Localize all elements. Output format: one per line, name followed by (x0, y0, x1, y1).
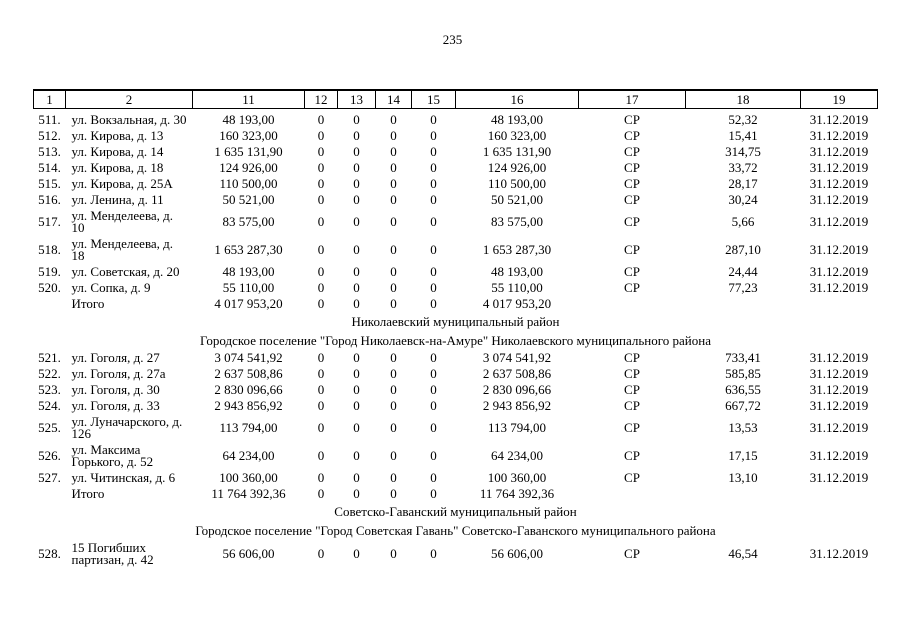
cell-date (801, 486, 878, 502)
cell-value-12: 0 (317, 382, 325, 397)
cell-value-13: 0 (353, 264, 360, 279)
cell-date: 31.12.2019 (809, 144, 869, 159)
cell-method-code: СР (624, 128, 640, 143)
cell-method-code (579, 486, 686, 502)
cell-method-code: СР (624, 470, 640, 485)
cell-value-14: 0 (390, 280, 397, 295)
table-row (34, 540, 878, 568)
cell-value-13: 0 (353, 448, 360, 463)
cell-unit-value: 13,53 (728, 420, 758, 435)
settlement-title: Городское поселение "Город Советская Гавань" Советско-Гаванского муниципального района (195, 523, 716, 538)
settlement-title-row (34, 331, 878, 350)
cell-cost-11: 64 234,00 (222, 448, 275, 463)
column-header-16: 16 (456, 90, 579, 109)
cell-row-number: 516. (38, 192, 61, 207)
cell-value-15: 0 (430, 144, 437, 159)
cell-row-number: 511. (38, 112, 61, 127)
cell-date: 31.12.2019 (809, 470, 869, 485)
cell-address: ул. Гоголя, д. 27а (71, 366, 166, 381)
cell-address: 15 Погибших партизан, д. 42 (71, 540, 154, 567)
cell-date: 31.12.2019 (809, 242, 869, 257)
column-header-11: 11 (193, 90, 305, 109)
cell-row-number: 518. (38, 242, 61, 257)
table-body (34, 109, 878, 569)
cell-cost-16: 50 521,00 (491, 192, 543, 207)
cell-unit-value: 314,75 (725, 144, 761, 159)
cell-value-13: 0 (353, 176, 360, 191)
cell-method-code: СР (624, 160, 640, 175)
cell-value-13: 0 (353, 160, 360, 175)
cell-row-number: 513. (38, 144, 61, 159)
cell-unit-value: 15,41 (728, 128, 758, 143)
cell-date: 31.12.2019 (809, 382, 869, 397)
cell-cost-11: 83 575,00 (222, 214, 275, 229)
cell-cost-11: 4 017 953,20 (214, 296, 283, 311)
cell-unit-value: 52,32 (728, 112, 758, 127)
cell-address: ул. Советская, д. 20 (71, 264, 180, 279)
payments-table (33, 89, 878, 568)
cell-value-13: 0 (353, 128, 360, 143)
cell-unit-value: 30,24 (728, 192, 758, 207)
cell-value-15: 0 (430, 296, 437, 311)
cell-value-15: 0 (430, 350, 437, 365)
cell-date: 31.12.2019 (809, 448, 869, 463)
cell-address: ул. Кирова, д. 18 (71, 160, 164, 175)
cell-unit-value: 667,72 (725, 398, 761, 413)
cell-value-14: 0 (390, 192, 397, 207)
cell-address: ул. Ленина, д. 11 (71, 192, 164, 207)
cell-value-15: 0 (430, 420, 437, 435)
column-header-14: 14 (376, 90, 412, 109)
cell-date: 31.12.2019 (809, 420, 869, 435)
cell-unit-value: 287,10 (725, 242, 761, 257)
cell-row-number: 512. (38, 128, 61, 143)
cell-cost-11: 113 794,00 (219, 420, 278, 435)
cell-value-12: 0 (317, 486, 325, 501)
cell-value-14: 0 (390, 242, 397, 257)
cell-unit-value: 77,23 (728, 280, 758, 295)
table-row (34, 350, 878, 366)
table-row (34, 160, 878, 176)
cell-value-15: 0 (430, 264, 437, 279)
cell-address: ул. Максима Горького, д. 52 (71, 442, 154, 469)
cell-cost-16: 48 193,00 (491, 112, 543, 127)
table-row (34, 398, 878, 414)
cell-value-14: 0 (390, 128, 397, 143)
cell-date: 31.12.2019 (809, 214, 869, 229)
column-header-13: 13 (338, 90, 376, 109)
cell-unit-value: 733,41 (725, 350, 761, 365)
cell-value-13: 0 (353, 486, 360, 501)
cell-row-number: 527. (38, 470, 61, 485)
cell-value-12: 0 (317, 366, 325, 381)
cell-date: 31.12.2019 (809, 546, 869, 561)
table-row (34, 144, 878, 160)
cell-date: 31.12.2019 (809, 160, 869, 175)
cell-cost-11: 2 943 856,92 (214, 398, 283, 413)
cell-method-code: СР (624, 176, 640, 191)
cell-value-13: 0 (353, 296, 360, 311)
cell-value-13: 0 (353, 242, 360, 257)
cell-method-code: СР (624, 192, 640, 207)
cell-value-13: 0 (353, 398, 360, 413)
cell-cost-11: 1 653 287,30 (214, 242, 283, 257)
cell-row-number (34, 296, 66, 312)
cell-cost-16: 3 074 541,92 (482, 350, 552, 365)
column-header-17: 17 (579, 90, 686, 109)
settlement-title-row (34, 521, 878, 540)
table-row (34, 109, 878, 129)
cell-cost-16: 83 575,00 (491, 214, 543, 229)
cell-cost-16: 2 943 856,92 (482, 398, 552, 413)
cell-date: 31.12.2019 (809, 192, 869, 207)
cell-row-number: 514. (38, 160, 61, 175)
cell-unit-value (686, 296, 801, 312)
cell-value-15: 0 (430, 214, 437, 229)
cell-value-15: 0 (430, 176, 437, 191)
cell-address: Итого (71, 296, 105, 311)
cell-cost-11: 110 500,00 (219, 176, 278, 191)
cell-address: ул. Менделеева, д. 10 (71, 208, 174, 235)
cell-cost-16: 1 653 287,30 (482, 242, 552, 257)
cell-value-12: 0 (317, 176, 325, 191)
cell-cost-11: 55 110,00 (222, 280, 275, 295)
cell-value-13: 0 (353, 382, 360, 397)
cell-value-15: 0 (430, 242, 437, 257)
table-header (34, 90, 878, 109)
cell-row-number: 520. (38, 280, 61, 295)
cell-value-12: 0 (317, 448, 325, 463)
cell-cost-11: 48 193,00 (222, 112, 275, 127)
cell-value-12: 0 (317, 144, 325, 159)
cell-method-code: СР (624, 398, 640, 413)
cell-date: 31.12.2019 (809, 128, 869, 143)
cell-value-14: 0 (390, 398, 397, 413)
cell-unit-value: 5,66 (731, 214, 755, 229)
cell-method-code: СР (624, 366, 640, 381)
cell-unit-value: 585,85 (725, 366, 761, 381)
cell-date: 31.12.2019 (809, 350, 869, 365)
cell-method-code: СР (624, 280, 640, 295)
cell-row-number: 515. (38, 176, 61, 191)
district-title: Николаевский муниципальный район (351, 314, 560, 329)
cell-row-number (34, 486, 66, 502)
cell-value-13: 0 (353, 144, 360, 159)
cell-value-12: 0 (317, 264, 325, 279)
cell-value-12: 0 (317, 192, 325, 207)
cell-address: ул. Гоголя, д. 27 (71, 350, 160, 365)
cell-value-12: 0 (317, 280, 325, 295)
cell-cost-16: 110 500,00 (487, 176, 547, 191)
cell-value-12: 0 (317, 420, 325, 435)
cell-address: ул. Вокзальная, д. 30 (71, 112, 187, 127)
table-row (34, 414, 878, 442)
cell-cost-16: 100 360,00 (487, 470, 547, 485)
cell-method-code (579, 296, 686, 312)
table-row (34, 470, 878, 486)
table-row (34, 264, 878, 280)
cell-address: ул. Кирова, д. 14 (71, 144, 164, 159)
cell-cost-16: 11 764 392,36 (479, 486, 555, 501)
cell-cost-16: 64 234,00 (491, 448, 543, 463)
cell-cost-11: 3 074 541,92 (214, 350, 283, 365)
cell-method-code: СР (624, 448, 640, 463)
cell-date: 31.12.2019 (809, 264, 869, 279)
cell-method-code: СР (624, 144, 640, 159)
cell-unit-value: 46,54 (728, 546, 758, 561)
cell-cost-16: 4 017 953,20 (482, 296, 552, 311)
cell-value-12: 0 (317, 546, 325, 561)
cell-cost-16: 55 110,00 (491, 280, 543, 295)
cell-value-13: 0 (353, 280, 360, 295)
cell-method-code: СР (624, 350, 640, 365)
cell-value-15: 0 (430, 546, 437, 561)
cell-value-12: 0 (317, 350, 325, 365)
cell-cost-11: 160 323,00 (219, 128, 278, 143)
cell-cost-11: 2 830 096,66 (214, 382, 283, 397)
cell-cost-16: 113 794,00 (487, 420, 547, 435)
cell-row-number: 517. (38, 214, 61, 229)
cell-value-13: 0 (353, 366, 360, 381)
cell-value-12: 0 (317, 112, 325, 127)
cell-method-code: СР (624, 546, 640, 561)
cell-value-12: 0 (317, 242, 325, 257)
cell-unit-value: 17,15 (728, 448, 758, 463)
cell-cost-16: 2 637 508,86 (482, 366, 552, 381)
table-row (34, 192, 878, 208)
cell-address: ул. Гоголя, д. 30 (71, 382, 160, 397)
cell-row-number: 525. (38, 420, 61, 435)
cell-cost-16: 2 830 096,66 (482, 382, 552, 397)
cell-value-14: 0 (390, 264, 397, 279)
cell-value-13: 0 (353, 350, 360, 365)
table-row (34, 176, 878, 192)
cell-cost-16: 48 193,00 (491, 264, 543, 279)
cell-value-12: 0 (317, 160, 325, 175)
cell-value-14: 0 (390, 296, 397, 311)
cell-cost-16: 56 606,00 (491, 546, 543, 561)
cell-date: 31.12.2019 (809, 112, 869, 127)
column-header-15: 15 (412, 90, 456, 109)
cell-row-number: 519. (38, 264, 61, 279)
cell-address: Итого (71, 486, 105, 501)
cell-value-12: 0 (317, 214, 325, 229)
column-header-2: 2 (66, 90, 193, 109)
cell-unit-value: 28,17 (728, 176, 758, 191)
cell-method-code: СР (624, 242, 640, 257)
cell-address: ул. Менделеева, д. 18 (71, 236, 174, 263)
cell-value-13: 0 (353, 546, 360, 561)
cell-row-number: 526. (38, 448, 61, 463)
cell-value-14: 0 (390, 176, 397, 191)
table-row (34, 280, 878, 296)
total-row (34, 486, 878, 502)
cell-value-14: 0 (390, 420, 397, 435)
cell-address: ул. Кирова, д. 13 (71, 128, 164, 143)
cell-unit-value: 636,55 (725, 382, 761, 397)
cell-cost-11: 48 193,00 (222, 264, 275, 279)
cell-row-number: 523. (38, 382, 61, 397)
table-row (34, 128, 878, 144)
cell-cost-11: 1 635 131,90 (214, 144, 283, 159)
cell-value-14: 0 (390, 112, 397, 127)
cell-address: ул. Кирова, д. 25А (71, 176, 173, 191)
column-header-1: 1 (34, 90, 66, 109)
cell-method-code: СР (624, 420, 640, 435)
cell-cost-16: 124 926,00 (487, 160, 547, 175)
cell-value-14: 0 (390, 546, 397, 561)
table-row (34, 236, 878, 264)
cell-row-number: 524. (38, 398, 61, 413)
cell-unit-value: 13,10 (728, 470, 758, 485)
cell-cost-16: 160 323,00 (487, 128, 547, 143)
cell-value-15: 0 (430, 280, 437, 295)
column-header-19: 19 (801, 90, 878, 109)
district-title-row (34, 312, 878, 331)
cell-value-15: 0 (430, 112, 437, 127)
cell-value-12: 0 (317, 128, 325, 143)
table-row (34, 366, 878, 382)
cell-cost-11: 2 637 508,86 (214, 366, 283, 381)
cell-value-13: 0 (353, 192, 360, 207)
cell-value-12: 0 (317, 398, 325, 413)
cell-value-14: 0 (390, 214, 397, 229)
table-row (34, 382, 878, 398)
cell-cost-16: 1 635 131,90 (482, 144, 552, 159)
cell-value-15: 0 (430, 366, 437, 381)
cell-address: ул. Луначарского, д. 126 (71, 414, 183, 441)
cell-date: 31.12.2019 (809, 366, 869, 381)
cell-row-number: 521. (38, 350, 61, 365)
settlement-title: Городское поселение "Город Николаевск-на-Амуре" Николаевского муниципального района (200, 333, 711, 348)
cell-method-code: СР (624, 214, 640, 229)
cell-address: ул. Гоголя, д. 33 (71, 398, 160, 413)
cell-cost-11: 124 926,00 (219, 160, 278, 175)
cell-value-12: 0 (317, 470, 325, 485)
cell-cost-11: 50 521,00 (222, 192, 275, 207)
cell-date (801, 296, 878, 312)
cell-row-number: 528. (38, 546, 61, 561)
cell-address: ул. Читинская, д. 6 (71, 470, 176, 485)
cell-date: 31.12.2019 (809, 398, 869, 413)
cell-value-14: 0 (390, 486, 397, 501)
cell-value-14: 0 (390, 350, 397, 365)
cell-value-14: 0 (390, 160, 397, 175)
cell-date: 31.12.2019 (809, 176, 869, 191)
cell-method-code: СР (624, 382, 640, 397)
cell-cost-11: 100 360,00 (219, 470, 278, 485)
cell-cost-11: 11 764 392,36 (211, 486, 286, 501)
cell-value-14: 0 (390, 470, 397, 485)
table-row (34, 208, 878, 236)
cell-value-15: 0 (430, 448, 437, 463)
cell-method-code: СР (624, 264, 640, 279)
cell-value-14: 0 (390, 366, 397, 381)
table-header-row (34, 90, 878, 109)
cell-value-15: 0 (430, 486, 437, 501)
cell-value-15: 0 (430, 470, 437, 485)
cell-value-13: 0 (353, 420, 360, 435)
cell-row-number: 522. (38, 366, 61, 381)
cell-unit-value: 33,72 (728, 160, 758, 175)
cell-value-15: 0 (430, 128, 437, 143)
cell-value-13: 0 (353, 214, 360, 229)
cell-value-15: 0 (430, 398, 437, 413)
cell-unit-value: 24,44 (728, 264, 758, 279)
cell-value-15: 0 (430, 192, 437, 207)
column-header-12: 12 (305, 90, 338, 109)
cell-method-code: СР (624, 112, 640, 127)
cell-date: 31.12.2019 (809, 280, 869, 295)
total-row (34, 296, 878, 312)
column-header-18: 18 (686, 90, 801, 109)
cell-value-15: 0 (430, 382, 437, 397)
cell-value-14: 0 (390, 382, 397, 397)
cell-value-15: 0 (430, 160, 437, 175)
district-title: Советско-Гаванский муниципальный район (334, 504, 577, 519)
cell-value-13: 0 (353, 470, 360, 485)
cell-address: ул. Сопка, д. 9 (71, 280, 151, 295)
cell-value-14: 0 (390, 144, 397, 159)
cell-value-13: 0 (353, 112, 360, 127)
district-title-row (34, 502, 878, 521)
table-row (34, 442, 878, 470)
cell-value-14: 0 (390, 448, 397, 463)
cell-unit-value (686, 486, 801, 502)
cell-cost-11: 56 606,00 (222, 546, 275, 561)
cell-value-12: 0 (317, 296, 325, 311)
page-number: 235 (442, 32, 463, 47)
